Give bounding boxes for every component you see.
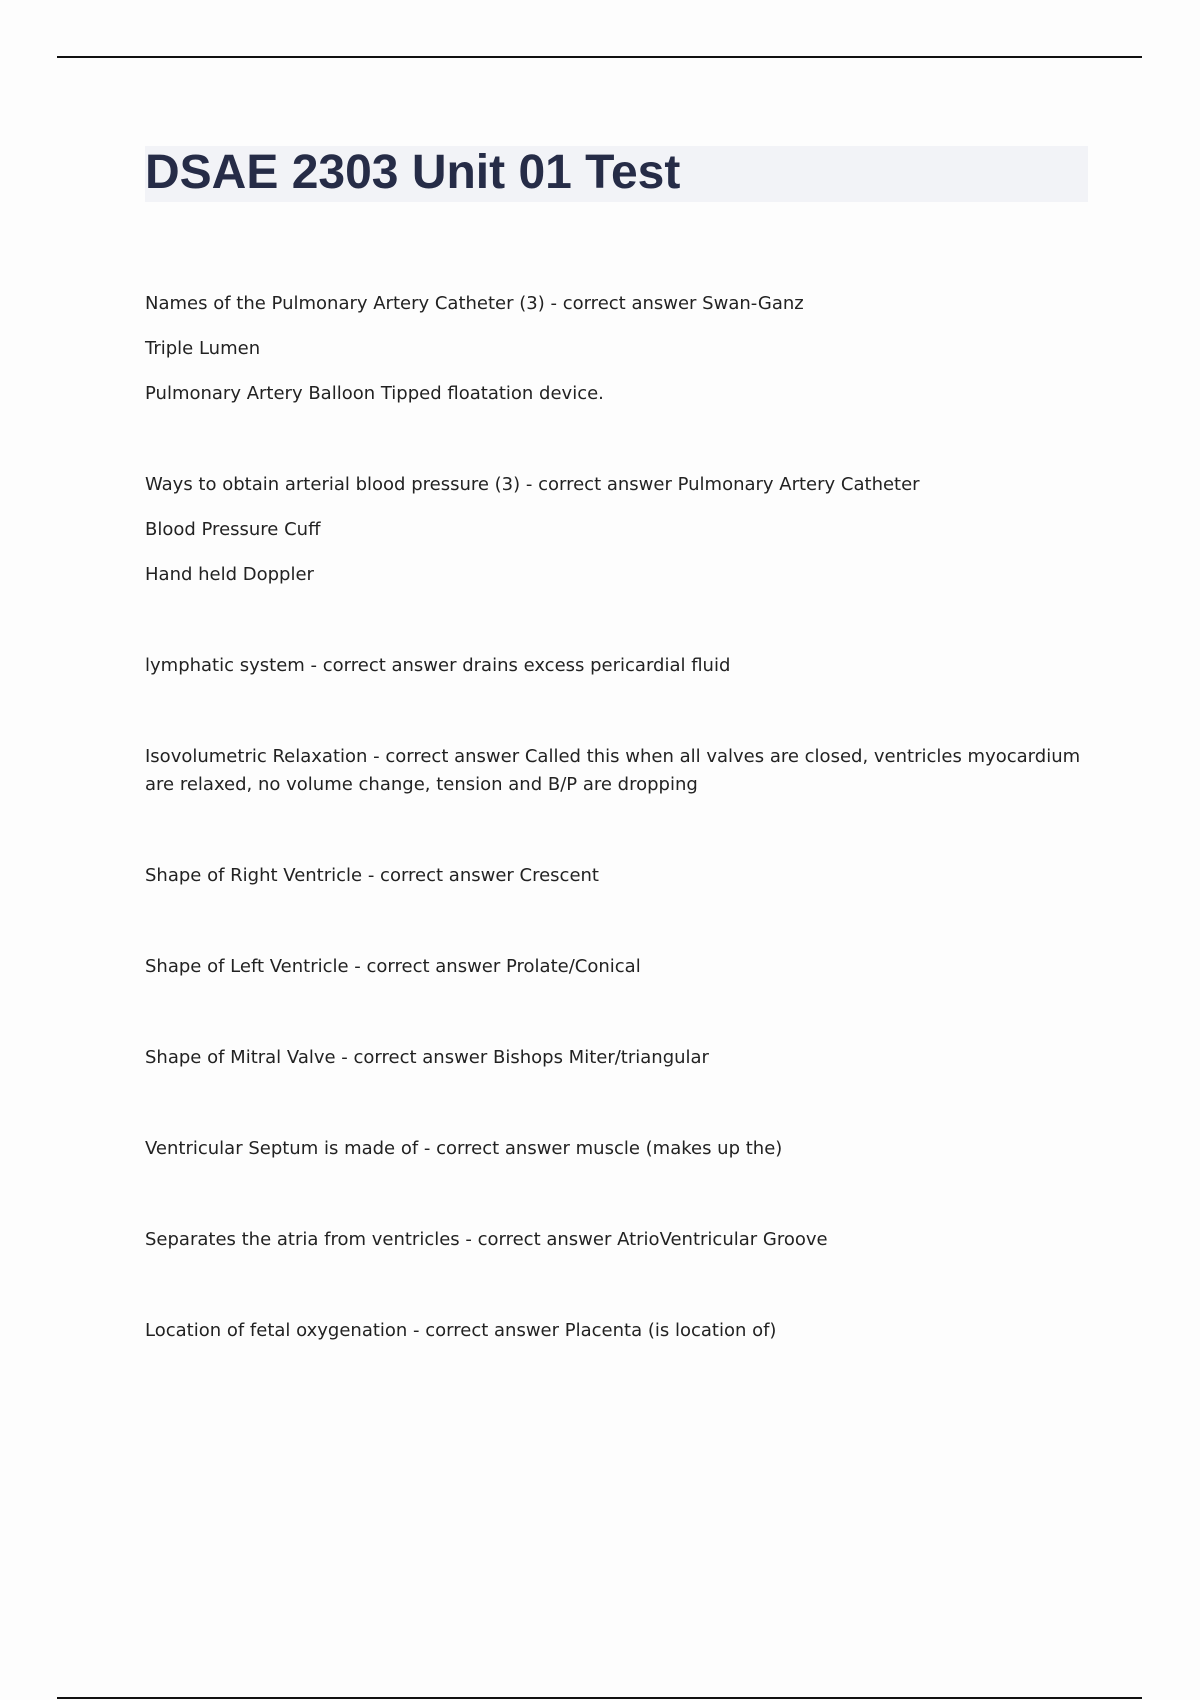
qa-item: [145, 743, 1085, 799]
qa-line: Separates the atria from ventricles - correct answer AtrioVentricular Groove: [145, 1229, 828, 1250]
qa-line: Isovolumetric Relaxation - correct answer Called this when all valves are closed, ventricles myocardium are relaxed, no volume change, tension and B/P are dropping: [145, 746, 1081, 795]
qa-line: lymphatic system - correct answer drains excess pericardial fluid: [145, 655, 731, 676]
qa-list: [145, 290, 1085, 1408]
qa-line: Hand held Doppler: [145, 564, 314, 585]
qa-item: [145, 1044, 1085, 1072]
qa-item: [145, 953, 1085, 981]
qa-line: Blood Pressure Cuff: [145, 519, 321, 540]
qa-item: [145, 1317, 1085, 1345]
qa-item: [145, 652, 1085, 680]
qa-item: [145, 1226, 1085, 1254]
qa-line: Pulmonary Artery Balloon Tipped floatation device.: [145, 383, 604, 404]
qa-line: Names of the Pulmonary Artery Catheter (3) - correct answer Swan-Ganz: [145, 293, 804, 314]
bottom-rule: [57, 1697, 1142, 1699]
qa-line: Ventricular Septum is made of - correct answer muscle (makes up the): [145, 1138, 783, 1159]
qa-line: Shape of Left Ventricle - correct answer Prolate/Conical: [145, 956, 641, 977]
qa-item: [145, 862, 1085, 890]
qa-item: [145, 290, 1085, 408]
page-title: DSAE 2303 Unit 01 Test: [145, 146, 681, 199]
qa-line: Shape of Right Ventricle - correct answer Crescent: [145, 865, 599, 886]
qa-item: [145, 1135, 1085, 1163]
qa-line: Ways to obtain arterial blood pressure (3) - correct answer Pulmonary Artery Catheter: [145, 474, 920, 495]
qa-line: Shape of Mitral Valve - correct answer Bishops Miter/triangular: [145, 1047, 709, 1068]
qa-line: Triple Lumen: [145, 338, 261, 359]
top-rule: [57, 56, 1142, 58]
qa-item: [145, 471, 1085, 589]
qa-line: Location of fetal oxygenation - correct answer Placenta (is location of): [145, 1320, 777, 1341]
